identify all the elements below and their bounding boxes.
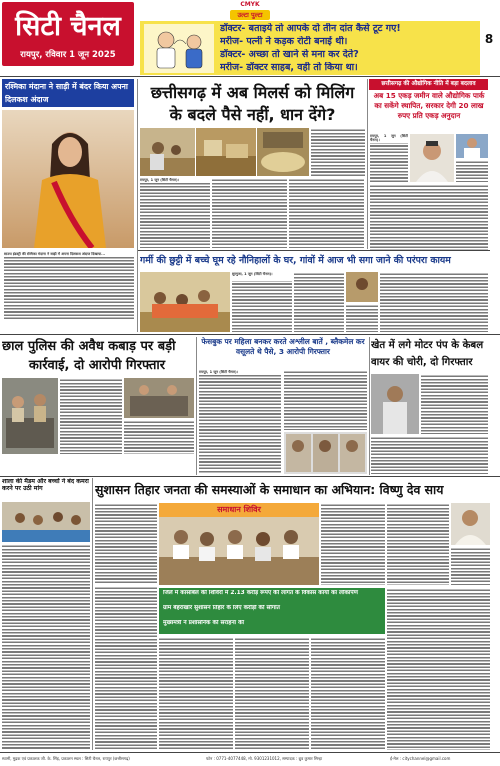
school-headline: शाला की मैडम और बच्चों ने बंद कमरा करने पर उठी मांग [2, 478, 89, 493]
sidebar-divider [137, 79, 138, 332]
sushasan-body-col6 [159, 637, 233, 750]
fake-accused-photos [284, 432, 367, 474]
right-portrait-photo [410, 134, 454, 182]
scrap-headline-1: छाल पुलिस की अवैध कबाड़ पर बड़ी [2, 339, 176, 354]
sushasan-body-col7 [235, 637, 309, 750]
brand-tag: CMYK [240, 1, 260, 8]
sushasan-body-col4 [451, 547, 490, 585]
sushasan-headline: सुशासन तिहार जनता की समस्याओं के समाधान का अभियान: विष्णु देव साय [95, 482, 444, 497]
right-topline: छत्तीसगढ़ की औद्योगिक नीति में बड़ा बदलाव [381, 81, 476, 87]
school-photo [2, 502, 90, 542]
sidebar-headline: रश्मिका मंदाना ने साड़ी में बंदर किया अपना दिलकश अंदाज [5, 82, 128, 104]
lead-body-right-upper [311, 128, 365, 176]
section-label: उल्टा पुल्टा [237, 11, 263, 19]
scrap-divider [196, 337, 197, 475]
lead-photo-left [140, 128, 195, 176]
rule-2 [138, 250, 490, 251]
fake-body-col1 [199, 370, 281, 474]
sidebar-body-start: साउथ इंडस्ट्री की रश्मिका मंदाना ने साड़ी में अपना दिलकश अंदाज दिखाया... [4, 252, 134, 257]
fake-divider [369, 337, 370, 475]
fake-body-col2 [284, 370, 367, 430]
right-dateline: रायपुर, 1 जून (सिटी चैनल)। [370, 134, 408, 143]
sidebar-body-text [4, 252, 134, 320]
rule-3 [0, 334, 500, 335]
summer-photo-2 [346, 272, 378, 302]
sushasan-box-item-2: ग्राम बेहराखार सुशासन तिहार के लिए करोड़ों की सौगात [163, 605, 280, 611]
joke-line-4: मरीज- डॉक्टर साहब, वही तो किया था। [220, 62, 358, 73]
scrap-body-col1 [60, 378, 122, 454]
summer-body-col3b [346, 304, 378, 332]
sushasan-body-col8 [311, 637, 385, 750]
fake-dateline: रायपुर, 1 जून (सिटी चैनल)। [199, 370, 281, 375]
sushasan-banner-text: समाधान शिविर [217, 505, 261, 514]
sushasan-body-col2 [321, 503, 385, 585]
summer-photo [140, 272, 230, 332]
school-body-col [2, 544, 90, 750]
lead-dateline: रायपुर, 1 जून (सिटी चैनल)। [140, 178, 210, 183]
summer-body-col1 [232, 272, 292, 332]
footer-email: ई-मेल : citychannel@gmail.com [390, 756, 451, 761]
scrap-body-col2 [124, 420, 194, 454]
footer-rule [0, 752, 500, 753]
joke-line-2: मरीज- पत्नी ने कड़क रोटी बनाई थी। [220, 36, 348, 47]
lead-right-divider [367, 79, 368, 249]
summer-dateline: सुरगुजा, 1 जून (सिटी चैनल)। [232, 272, 292, 281]
summer-body-col3 [380, 272, 488, 332]
rule-4 [0, 476, 500, 477]
motor-headline-2: वायर की चोरी, दो गिरफ्तार [371, 357, 473, 368]
joke-cartoon-image [144, 24, 214, 73]
motor-body-col2 [371, 436, 488, 474]
lead-body-left [140, 178, 210, 248]
sushasan-body-col3 [387, 503, 449, 585]
scrap-headline-2: कार्रवाई, दो आरोपी गिरफ्तार [28, 358, 166, 373]
motor-headline-1: खेत में लगे मोटर पंप के केबल [371, 340, 484, 351]
masthead-logo: सिटी चैनल [15, 11, 121, 42]
footer-imprint: स्वामी, मुद्रक एवं प्रकाशक जी. के. सिंह, प्रकाशन स्थल : सिटी चैनल, रायपुर (छत्तीसगढ़) [2, 756, 130, 761]
right-headline: अब 15 एकड़ जमीन वाले औद्योगिक पार्क का सकेंगे स्थापित, सरकार देगी 20 लाख रुपए प्रति एकड़ अनुदान [373, 91, 485, 120]
lead-headline-1: छत्तीसगढ़ में अब मिलर्स को मिलिंग [150, 83, 355, 102]
footer-contact: फोन : 0771-4077448, मो. 9301231012, सम्पादक : ध्रुव कुमार सिन्हा [206, 756, 323, 761]
lead-photo-center [196, 128, 256, 176]
rashmika-photo [2, 110, 134, 248]
lead-headline-2: के बदले पैसे नहीं, धान देंगे? [169, 105, 336, 124]
fake-headline: फेसबुक पर महिला बनकर करते अश्लील बातें , ब्लैकमेल कर वसूलते थे पैसे, 3 आरोपी गिरफ्तार [201, 337, 365, 356]
joke-line-1: डॉक्टर- बताइये तो आपके दो तीन दांत कैसे टूट गए! [220, 23, 401, 34]
sushasan-box-item-3: मुख्यमंत्री ने प्रशासनिक की सराहना की [163, 620, 245, 626]
sushasan-body-col1 [95, 503, 157, 583]
summer-headline: गर्मी की छुट्टी में बच्चे घूम रहे नौनिहालों के घर, गांवों में आज भी सगा जाने की परंपरा कायम [140, 255, 451, 266]
right-small-photo [456, 134, 488, 158]
right-body-text-2 [456, 160, 488, 182]
school-divider [92, 478, 93, 750]
sushasan-body-col9 [387, 588, 490, 750]
summer-body-col2 [294, 272, 344, 332]
masthead-rule [0, 76, 500, 77]
right-body-text [370, 184, 488, 250]
sushasan-body-col5 [95, 586, 157, 750]
lead-photo-right [257, 128, 309, 176]
sushasan-portrait-photo [451, 503, 490, 545]
sushasan-box-item-1: जिले में कांसाबेल की शिविरों में 2.13 करोड़ रूपए की लागत के विकास कार्यों का लोकार्पण [163, 590, 358, 596]
joke-line-3: डॉक्टर- अच्छा तो खाने से मना कर देते? [220, 49, 359, 60]
scrap-photo [2, 378, 58, 454]
lead-body-mid [212, 178, 287, 248]
motor-body-col1 [421, 374, 488, 434]
masthead-location-date: रायपुर, रविवार 1 जून 2025 [20, 50, 116, 60]
scrap-photo-2 [124, 378, 194, 418]
motor-photo [371, 374, 419, 434]
lead-body-right [289, 178, 364, 248]
page-number: 8 [484, 32, 494, 46]
